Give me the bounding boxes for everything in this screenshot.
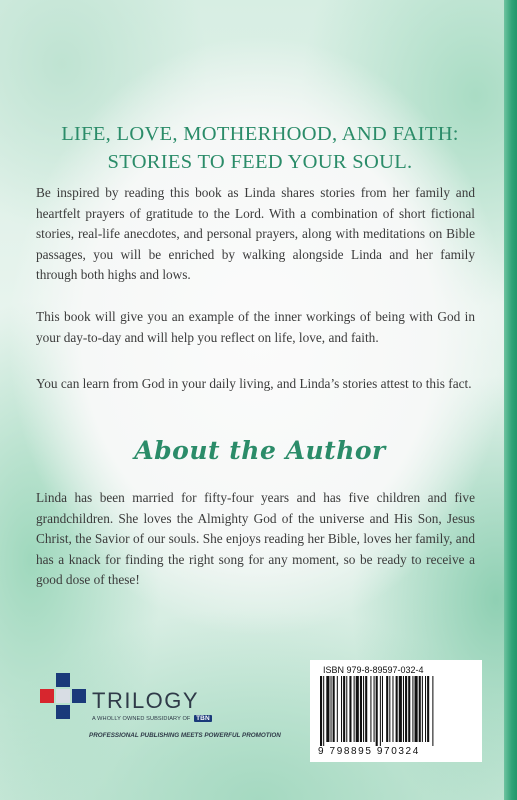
author-bio: Linda has been married for fifty-four years and has five children and five grandchildren. She loves the Almighty God of the universe and His Son, Jesus Christ, the Savior of our souls. She enjoys reading her Bible, loves her family, and has a knack for finding the right song for any moment, so be ready to receive a good dose of these!: [36, 490, 475, 587]
cover-headline: [40, 120, 480, 176]
about-author-heading: About the Author: [134, 436, 386, 465]
description-paragraph-2: This book will give you an example of the inner workings of being with God in your day-to-day and will help you reflect on life, love, and faith.: [36, 309, 475, 345]
subsidiary-text: A WHOLLY OWNED SUBSIDIARY OF: [92, 715, 191, 722]
publisher-subsidiary-line: [92, 715, 212, 722]
headline-line-2: STORIES TO FEED YOUR SOUL.: [107, 151, 413, 173]
publisher-tagline: PROFESSIONAL PUBLISHING MEETS POWERFUL PROMOTION: [89, 732, 281, 739]
headline-line-1: LIFE, LOVE, MOTHERHOOD, AND FAITH:: [61, 123, 459, 145]
barcode-icon: [318, 676, 476, 746]
publisher-name: TRILOGY: [92, 688, 200, 713]
description-paragraph-1: Be inspired by reading this book as Linda shares stories from her family and heartfelt prayers of gratitude to the Lord. With a combination of short fictional stories, real-life anecdotes, and personal prayers, along with meditations on Bible passages, you will be enriched by walking alongside Linda and her family through both highs and lows.: [36, 185, 475, 282]
trilogy-mark-icon: [40, 673, 86, 723]
isbn-label: ISBN 979-8-89597-032-4: [323, 665, 424, 675]
spine-edge: [504, 0, 517, 800]
isbn-barcode-block: [310, 660, 482, 762]
barcode-digits: 9 798895 970324: [318, 746, 420, 757]
description-paragraph-3: You can learn from God in your daily living, and Linda’s stories attest to this fact.: [36, 376, 472, 391]
tbn-badge: TBN: [196, 715, 210, 722]
